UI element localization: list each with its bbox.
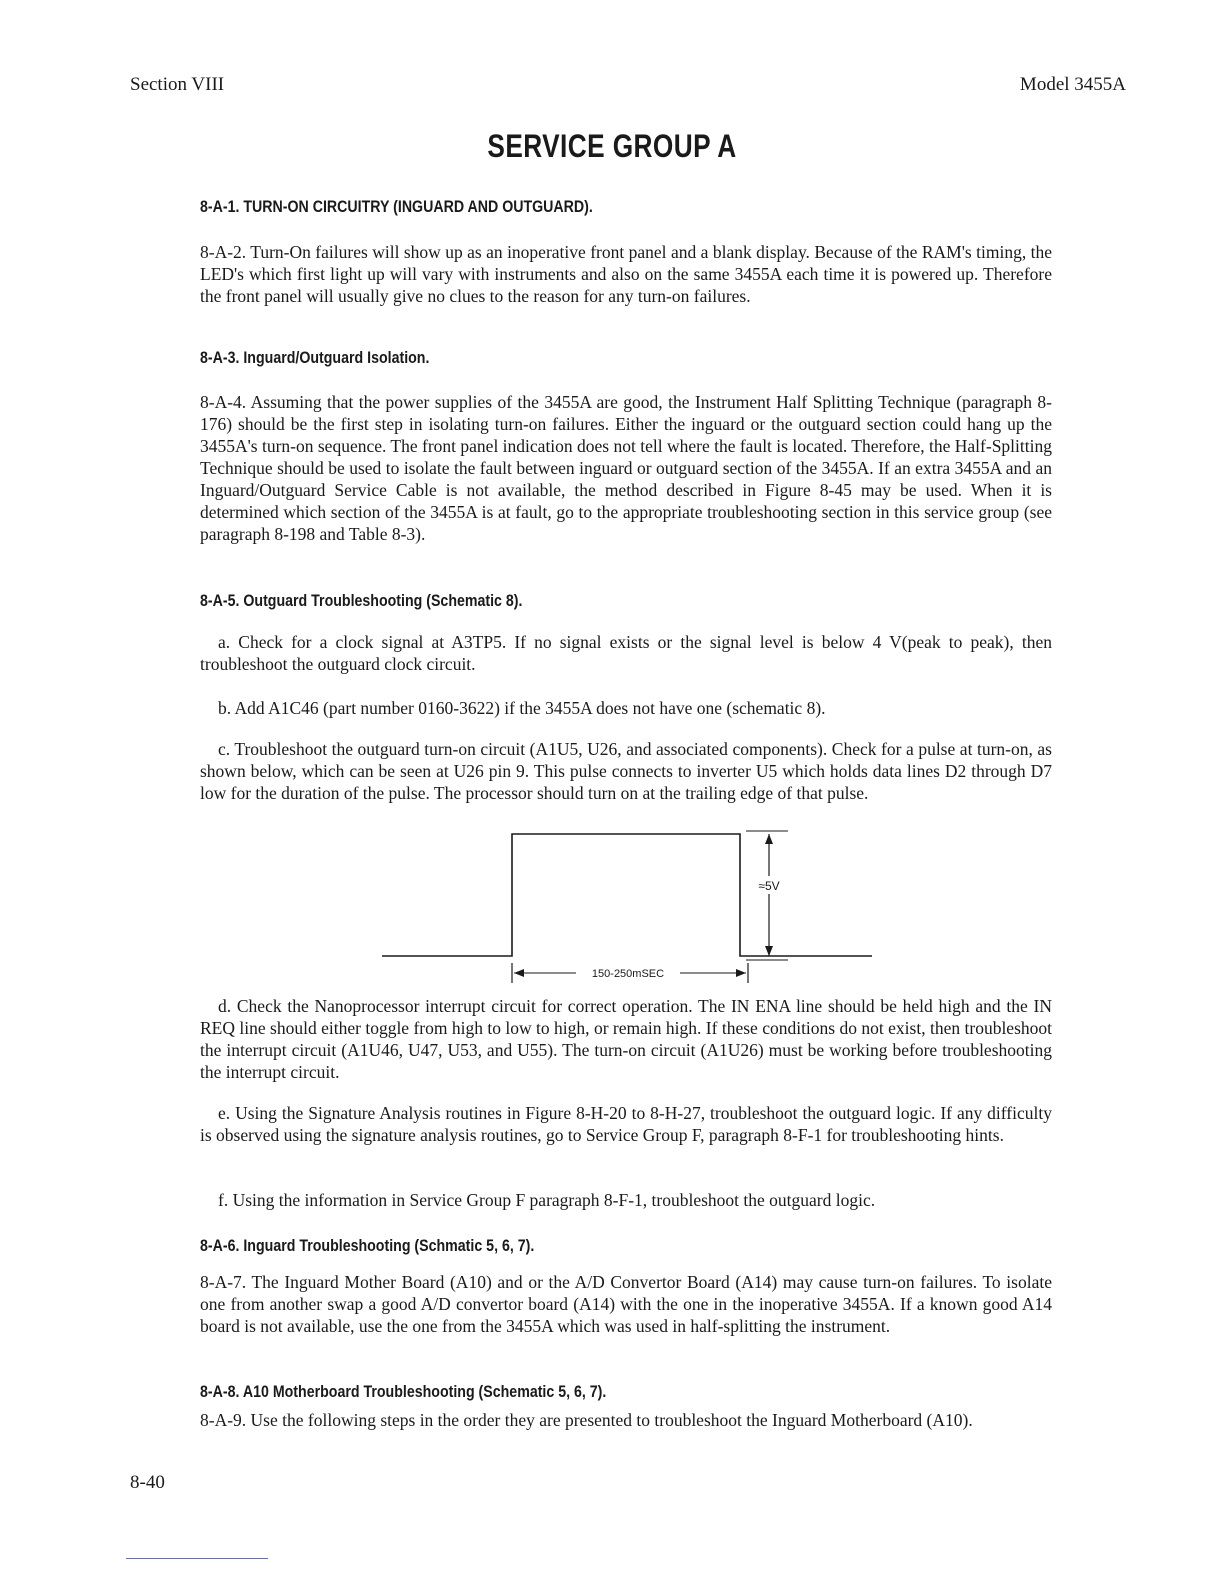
amplitude-arrow-up — [765, 834, 773, 844]
page-number: 8-40 — [130, 1472, 165, 1493]
step-b: b. Add A1C46 (part number 0160-3622) if the 3455A does not have one (schematic 8). — [218, 698, 826, 718]
section-label: Section VIII — [130, 74, 225, 95]
turn-on-pulse-diagram — [380, 826, 880, 988]
duration-arrow-right — [736, 969, 746, 977]
model-label: Model 3455A — [1019, 74, 1126, 95]
duration-label: 150-250mSEC — [591, 968, 665, 980]
page-title: SERVICE GROUP A — [487, 128, 737, 164]
amplitude-arrow-down — [765, 946, 773, 956]
duration-arrow-left — [514, 969, 524, 977]
step-a: a. Check for a clock signal at A3TP5. If no signal exists or the signal level is below 4 V(peak to peak), then troubleshoot the outguard clock circuit. — [200, 632, 1052, 674]
heading-inguard-troubleshooting: 8-A-6. Inguard Troubleshooting (Schmatic 5, 6, 7). — [200, 1237, 535, 1255]
heading-outguard-troubleshooting: 8-A-5. Outguard Troubleshooting (Schematic 8). — [200, 592, 523, 610]
pulse-waveform — [382, 834, 872, 956]
heading-turn-on-circuitry: 8-A-1. TURN-ON CIRCUITRY (INGUARD AND OUTGUARD). — [200, 198, 593, 216]
bottom-rule — [126, 1558, 268, 1559]
heading-a10-motherboard: 8-A-8. A10 Motherboard Troubleshooting (Schematic 5, 6, 7). — [200, 1383, 607, 1401]
paragraph-8-a-4: 8-A-4. Assuming that the power supplies of the 3455A are good, the Instrument Half Splitting Technique (paragraph 8-176) should be the first step in isolating turn-on failures. Either the inguard or the outguard section could hang up the 3455A's turn-on sequence. The front panel indication does not tell where the fault is located. Therefore, the Half-Splitting Technique should be used to isolate the fault between inguard or outguard section of the 3455A. If an extra 3455A and an Inguard/Outguard Service Cable is not available, the method described in Figure 8-45 may be used. When it is determined which section of the 3455A is at fault, go to the appropriate troubleshooting section in this service group (see paragraph 8-198 and Table 8-3). — [200, 392, 1052, 544]
paragraph-8-a-7: 8-A-7. The Inguard Mother Board (A10) and or the A/D Convertor Board (A14) may cause turn-on failures. To isolate one from another swap a good A/D convertor board (A14) with the one in the inoperative 3455A. If a known good A14 board is not available, use the one from the 3455A which was used in half-splitting the instrument. — [200, 1272, 1052, 1336]
paragraph-8-a-9: 8-A-9. Use the following steps in the order they are presented to troubleshoot the Inguard Motherboard (A10). — [200, 1410, 973, 1430]
heading-isolation: 8-A-3. Inguard/Outguard Isolation. — [200, 349, 430, 367]
amplitude-label: ≈5V — [758, 879, 780, 893]
step-c: c. Troubleshoot the outguard turn-on circuit (A1U5, U26, and associated components). Check for a pulse at turn-on, as shown below, which can be seen at U26 pin 9. This pulse connects to inverter U5 which holds data lines D2 through D7 low for the duration of the pulse. The processor should turn on at the trailing edge of that pulse. — [200, 739, 1052, 803]
step-f: f. Using the information in Service Group F paragraph 8-F-1, troubleshoot the outguard logic. — [218, 1190, 876, 1210]
step-e: e. Using the Signature Analysis routines in Figure 8-H-20 to 8-H-27, troubleshoot the outguard logic. If any difficulty is observed using the signature analysis routines, go to Service Group F, paragraph 8-F-1 for troubleshooting hints. — [200, 1103, 1052, 1145]
step-d: d. Check the Nanoprocessor interrupt circuit for correct operation. The IN ENA line should be held high and the IN REQ line should either toggle from high to low to high, or remain high. If these conditions do not exist, then troubleshoot the interrupt circuit (A1U46, U47, U53, and U55). The turn-on circuit (A1U26) must be working before troubleshooting the interrupt circuit. — [200, 996, 1052, 1082]
paragraph-8-a-2: 8-A-2. Turn-On failures will show up as an inoperative front panel and a blank display. Because of the RAM's timing, the LED's which first light up will vary with instruments and also on the same 3455A each time it is powered up. Therefore the front panel will usually give no clues to the reason for any turn-on failures. — [200, 242, 1052, 306]
